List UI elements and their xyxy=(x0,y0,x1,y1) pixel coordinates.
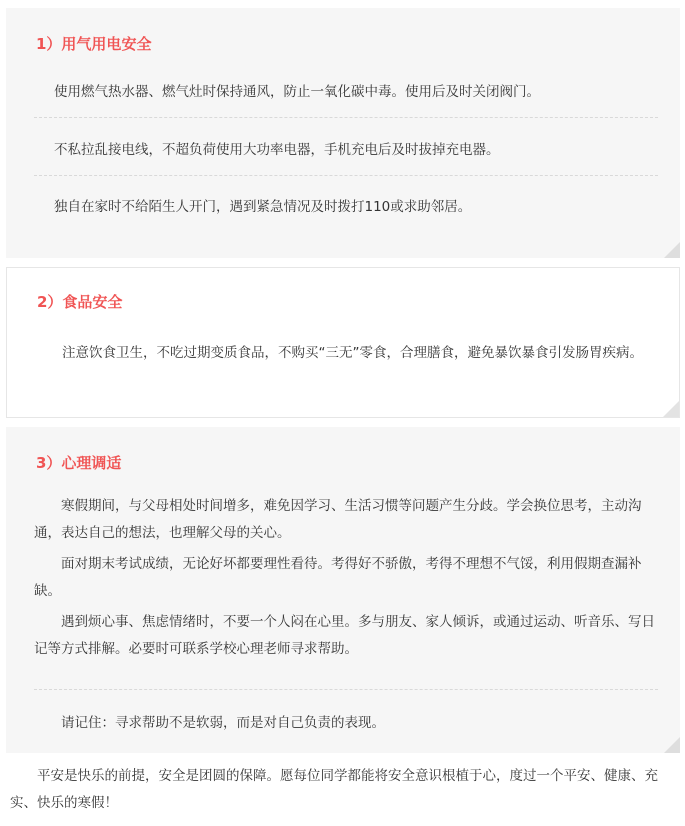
paragraph: 面对期末考试成绩，无论好坏都要理性看待。考得好不骄傲，考得不理想不气馁，利用假期查漏补缺。 xyxy=(34,556,642,599)
divider xyxy=(34,175,658,176)
paragraph: 注意饮食卫生，不吃过期变质食品，不购买“三无”零食，合理膳食，避免暴饮暴食引发肠胃疾病。 xyxy=(62,345,643,361)
corner-fold xyxy=(663,401,679,417)
section-title: 3）心理调适 xyxy=(36,454,122,472)
divider xyxy=(34,689,658,690)
section-card-mental xyxy=(6,427,680,753)
closing-paragraph: 平安是快乐的前提，安全是团圆的保障。愿每位同学都能将安全意识根植于心，度过一个平安、健康、充实、快乐的寒假！ xyxy=(10,768,658,811)
section-title: 2）食品安全 xyxy=(37,293,123,311)
section-card-food xyxy=(6,267,680,418)
tip-item: 独自在家时不给陌生人开门，遇到紧急情况及时拨打110或求助邻居。 xyxy=(54,199,472,215)
corner-fold xyxy=(664,737,680,753)
divider xyxy=(34,117,658,118)
section-card-electricity xyxy=(6,8,680,258)
section-title: 1）用气用电安全 xyxy=(36,35,152,53)
paragraph: 寒假期间，与父母相处时间增多，难免因学习、生活习惯等问题产生分歧。学会换位思考，主动沟通，表达自己的想法，也理解父母的关心。 xyxy=(34,498,642,541)
paragraph: 遇到烦心事、焦虑情绪时，不要一个人闷在心里。多与朋友、家人倾诉，或通过运动、听音乐、写日记等方式排解。必要时可联系学校心理老师寻求帮助。 xyxy=(34,614,655,657)
tip-item: 不私拉乱接电线，不超负荷使用大功率电器，手机充电后及时拔掉充电器。 xyxy=(54,142,500,158)
tip-item: 使用燃气热水器、燃气灶时保持通风，防止一氧化碳中毒。使用后及时关闭阀门。 xyxy=(54,84,540,100)
reminder-note: 请记住：寻求帮助不是软弱，而是对自己负责的表现。 xyxy=(61,715,385,731)
corner-fold xyxy=(664,242,680,258)
